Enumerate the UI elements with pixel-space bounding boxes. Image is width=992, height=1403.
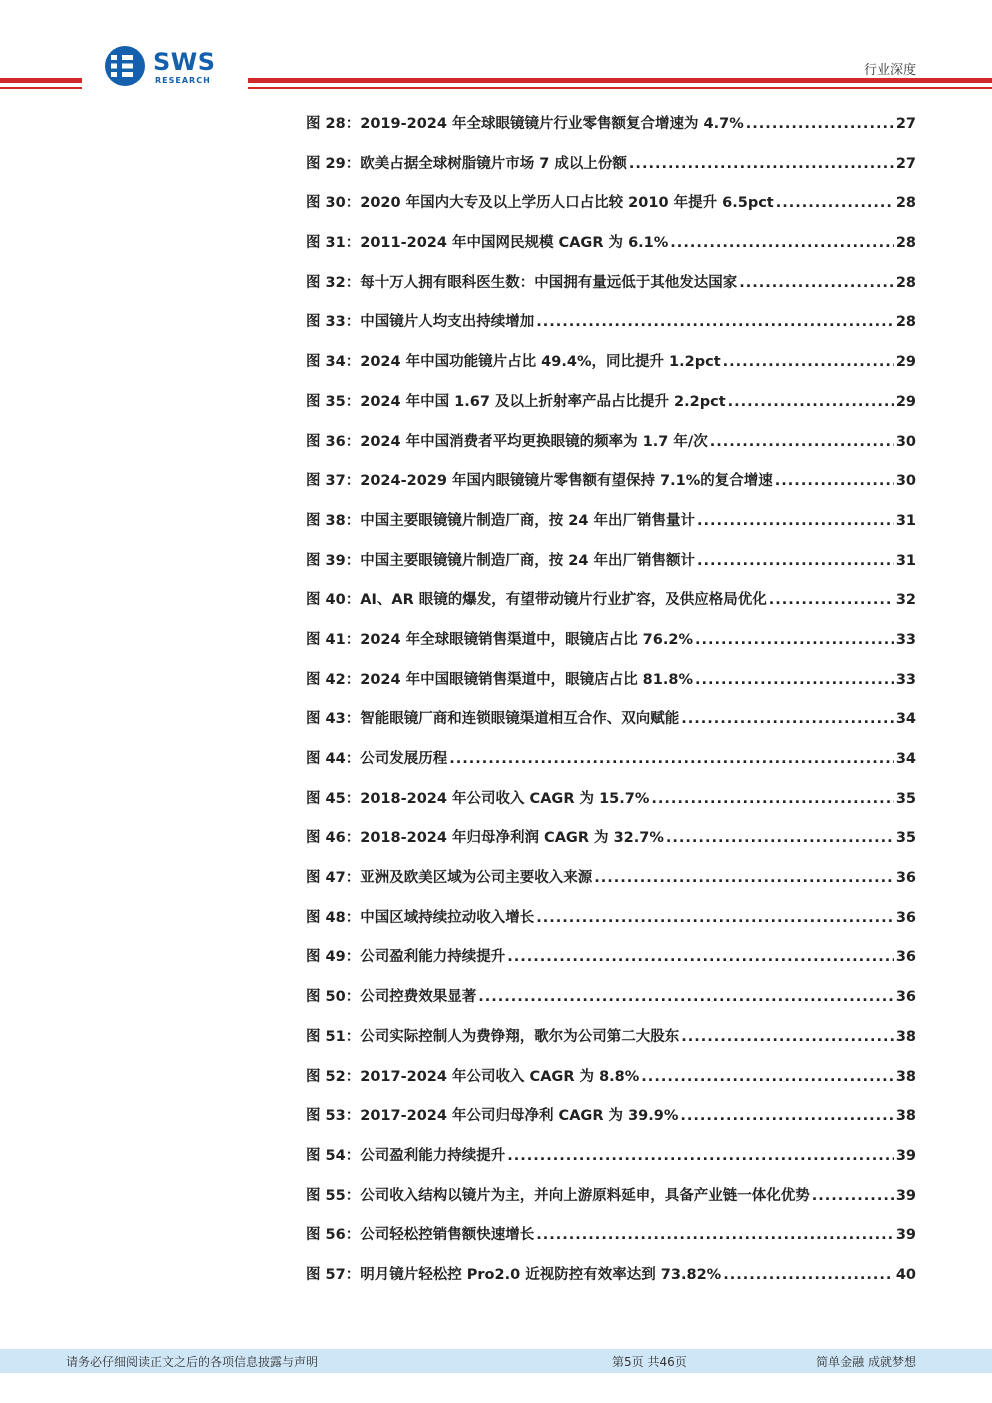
toc-dot-leader: [769, 586, 894, 614]
toc-entry[interactable]: [306, 547, 916, 587]
toc-dot-leader: [746, 110, 894, 138]
toc-entry[interactable]: [306, 428, 916, 468]
toc-dot-leader: [629, 150, 894, 178]
figure-list: [306, 110, 916, 1301]
toc-entry-page: 31: [895, 512, 916, 529]
toc-entry[interactable]: [306, 1023, 916, 1063]
toc-dot-leader: [449, 745, 894, 773]
toc-entry[interactable]: [306, 507, 916, 547]
toc-entry-label: 图 53：2017-2024 年公司归母净利 CAGR 为 39.9%: [306, 1108, 679, 1125]
toc-entry[interactable]: [306, 348, 916, 388]
footer-slogan: 简单金融 成就梦想: [816, 1355, 916, 1369]
toc-entry-page: 39: [895, 1147, 916, 1164]
toc-dot-leader: [710, 428, 894, 456]
toc-entry-page: 34: [895, 751, 916, 767]
toc-entry-label: 图 45：2018-2024 年公司收入 CAGR 为 15.7%: [306, 790, 650, 807]
toc-entry-page: 28: [895, 235, 916, 252]
logo-subtext: RESEARCH: [155, 76, 211, 85]
toc-dot-leader: [641, 1063, 894, 1091]
toc-entry-label: 图 47：亚洲及欧美区域为公司主要收入来源: [306, 870, 593, 887]
toc-entry-page: 38: [895, 1108, 916, 1125]
footer-disclaimer: 请务必仔细阅读正文之后的各项信息披露与声明: [66, 1355, 319, 1369]
toc-entry-label: 图 55：公司收入结构以镜片为主，并向上游原料延申，具备产业链一体化优势: [306, 1187, 810, 1204]
toc-entry-label: 图 34：2024 年中国功能镜片占比 49.4%，同比提升 1.2pct: [306, 354, 721, 371]
toc-entry-label: 图 28：2019-2024 年全球眼镜镜片行业零售额复合增速为 4.7%: [306, 116, 744, 132]
toc-entry[interactable]: [306, 1221, 916, 1261]
toc-entry-label: 图 51：公司实际控制人为费铮翔，歌尔为公司第二大股东: [306, 1028, 680, 1045]
toc-entry-page: 38: [895, 1068, 916, 1085]
toc-entry[interactable]: [306, 467, 916, 507]
page-header: [0, 0, 992, 100]
toc-entry-page: 28: [895, 274, 916, 291]
toc-entry[interactable]: [306, 1102, 916, 1142]
header-rule-left: [0, 78, 82, 83]
toc-entry[interactable]: [306, 388, 916, 428]
toc-entry-page: 30: [895, 433, 916, 450]
toc-dot-leader: [507, 1142, 894, 1170]
toc-entry-label: 图 42：2024 年中国眼镜销售渠道中，眼镜店占比 81.8%: [306, 671, 693, 688]
toc-entry-page: 33: [895, 631, 916, 648]
toc-dot-leader: [812, 1182, 894, 1210]
toc-entry-page: 27: [895, 155, 916, 172]
toc-dot-leader: [697, 547, 894, 575]
toc-dot-leader: [697, 507, 894, 535]
toc-entry[interactable]: [306, 864, 916, 904]
toc-entry[interactable]: [306, 1142, 916, 1182]
toc-entry-label: 图 46：2018-2024 年归母净利润 CAGR 为 32.7%: [306, 830, 664, 847]
toc-dot-leader: [776, 189, 894, 217]
toc-entry-label: 图 36：2024 年中国消费者平均更换眼镜的频率为 1.7 年/次: [306, 433, 708, 450]
toc-entry-page: 30: [895, 473, 916, 490]
toc-entry-label: 图 44：公司发展历程: [306, 751, 448, 767]
toc-entry-label: 图 40：AI、AR 眼镜的爆发，有望带动镜片行业扩容，及供应格局优化: [306, 592, 767, 609]
toc-dot-leader: [695, 626, 894, 654]
toc-entry[interactable]: [306, 229, 916, 269]
toc-entry-label: 图 37：2024-2029 年国内眼镜镜片零售额有望保持 7.1%的复合增速: [306, 473, 773, 490]
toc-entry-page: 34: [895, 711, 916, 728]
toc-entry[interactable]: [306, 785, 916, 825]
toc-dot-leader: [536, 904, 894, 932]
toc-dot-leader: [723, 1261, 894, 1289]
report-category: 行业深度: [863, 63, 916, 78]
toc-entry[interactable]: [306, 824, 916, 864]
toc-dot-leader: [536, 308, 894, 336]
toc-entry[interactable]: [306, 666, 916, 706]
sws-logo: [103, 44, 233, 88]
toc-entry[interactable]: [306, 705, 916, 745]
toc-entry-page: 35: [895, 790, 916, 807]
toc-entry[interactable]: [306, 1182, 916, 1222]
toc-entry-label: 图 29：欧美占据全球树脂镜片市场 7 成以上份额: [306, 155, 627, 172]
sws-logo-icon: [103, 44, 149, 88]
toc-entry[interactable]: [306, 983, 916, 1023]
toc-entry[interactable]: [306, 189, 916, 229]
toc-entry-page: 33: [895, 671, 916, 688]
toc-entry[interactable]: [306, 745, 916, 785]
header-rule-right: [248, 78, 992, 83]
toc-dot-leader: [670, 229, 894, 257]
toc-entry-label: 图 35：2024 年中国 1.67 及以上折射率产品占比提升 2.2pct: [306, 393, 726, 410]
toc-dot-leader: [681, 705, 894, 733]
toc-entry-label: 图 48：中国区域持续拉动收入增长: [306, 909, 535, 926]
toc-dot-leader: [723, 348, 894, 376]
toc-entry-page: 29: [895, 354, 916, 371]
toc-entry-page: 39: [895, 1227, 916, 1244]
toc-entry-page: 32: [895, 592, 916, 609]
toc-entry-page: 36: [895, 870, 916, 887]
footer-page-info: 第5页 共46页: [612, 1355, 687, 1369]
toc-entry[interactable]: [306, 150, 916, 190]
toc-entry-label: 图 52：2017-2024 年公司收入 CAGR 为 8.8%: [306, 1068, 640, 1085]
toc-entry-label: 图 41：2024 年全球眼镜销售渠道中，眼镜店占比 76.2%: [306, 631, 693, 648]
toc-entry-label: 图 49：公司盈利能力持续提升: [306, 949, 506, 966]
toc-dot-leader: [536, 1221, 894, 1249]
toc-entry-label: 图 38：中国主要眼镜镜片制造厂商，按 24 年出厂销售量计: [306, 512, 695, 529]
toc-entry[interactable]: [306, 269, 916, 309]
logo-text: SWS: [153, 48, 216, 76]
toc-entry-page: 28: [895, 195, 916, 212]
toc-entry-label: 图 32：每十万人拥有眼科医生数：中国拥有量远低于其他发达国家: [306, 274, 738, 291]
toc-dot-leader: [739, 269, 894, 297]
toc-entry-page: 27: [895, 116, 916, 132]
toc-entry-label: 图 30：2020 年国内大专及以上学历人口占比较 2010 年提升 6.5pct: [306, 195, 774, 212]
toc-dot-leader: [775, 467, 894, 495]
toc-entry[interactable]: [306, 943, 916, 983]
toc-entry[interactable]: [306, 308, 916, 348]
toc-entry-label: 图 57：明月镜片轻松控 Pro2.0 近视防控有效率达到 73.82%: [306, 1266, 722, 1283]
toc-dot-leader: [478, 983, 894, 1011]
toc-dot-leader: [680, 1102, 893, 1130]
toc-entry[interactable]: [306, 110, 916, 150]
toc-entry[interactable]: [306, 1261, 916, 1301]
toc-entry-label: 图 56：公司轻松控销售额快速增长: [306, 1227, 535, 1244]
toc-entry-label: 图 39：中国主要眼镜镜片制造厂商，按 24 年出厂销售额计: [306, 552, 695, 569]
toc-entry-page: 38: [895, 1028, 916, 1045]
toc-dot-leader: [681, 1023, 894, 1051]
toc-entry[interactable]: [306, 904, 916, 944]
toc-dot-leader: [507, 943, 894, 971]
toc-entry-label: 图 50：公司控费效果显著: [306, 989, 477, 1006]
toc-dot-leader: [594, 864, 894, 892]
toc-entry-page: 31: [895, 552, 916, 569]
toc-dot-leader: [666, 824, 894, 852]
toc-entry-label: 图 33：中国镜片人均支出持续增加: [306, 314, 535, 331]
toc-entry[interactable]: [306, 586, 916, 626]
page-footer: [0, 1349, 992, 1373]
toc-entry-label: 图 31：2011-2024 年中国网民规模 CAGR 为 6.1%: [306, 235, 669, 252]
toc-entry-page: 36: [895, 949, 916, 966]
toc-entry-page: 39: [895, 1187, 916, 1204]
toc-dot-leader: [728, 388, 894, 416]
toc-entry[interactable]: [306, 1063, 916, 1103]
header-rule-left-thin: [0, 87, 82, 89]
toc-dot-leader: [651, 785, 893, 813]
toc-entry-page: 40: [895, 1266, 916, 1283]
toc-entry-label: 图 43：智能眼镜厂商和连锁眼镜渠道相互合作、双向赋能: [306, 711, 680, 728]
toc-entry-page: 28: [895, 314, 916, 331]
header-rule-right-thin: [248, 87, 992, 89]
toc-entry-page: 36: [895, 909, 916, 926]
toc-entry-page: 35: [895, 830, 916, 847]
toc-entry-label: 图 54：公司盈利能力持续提升: [306, 1147, 506, 1164]
toc-entry-page: 36: [895, 989, 916, 1006]
toc-dot-leader: [695, 666, 894, 694]
toc-entry-page: 29: [895, 393, 916, 410]
toc-entry[interactable]: [306, 626, 916, 666]
